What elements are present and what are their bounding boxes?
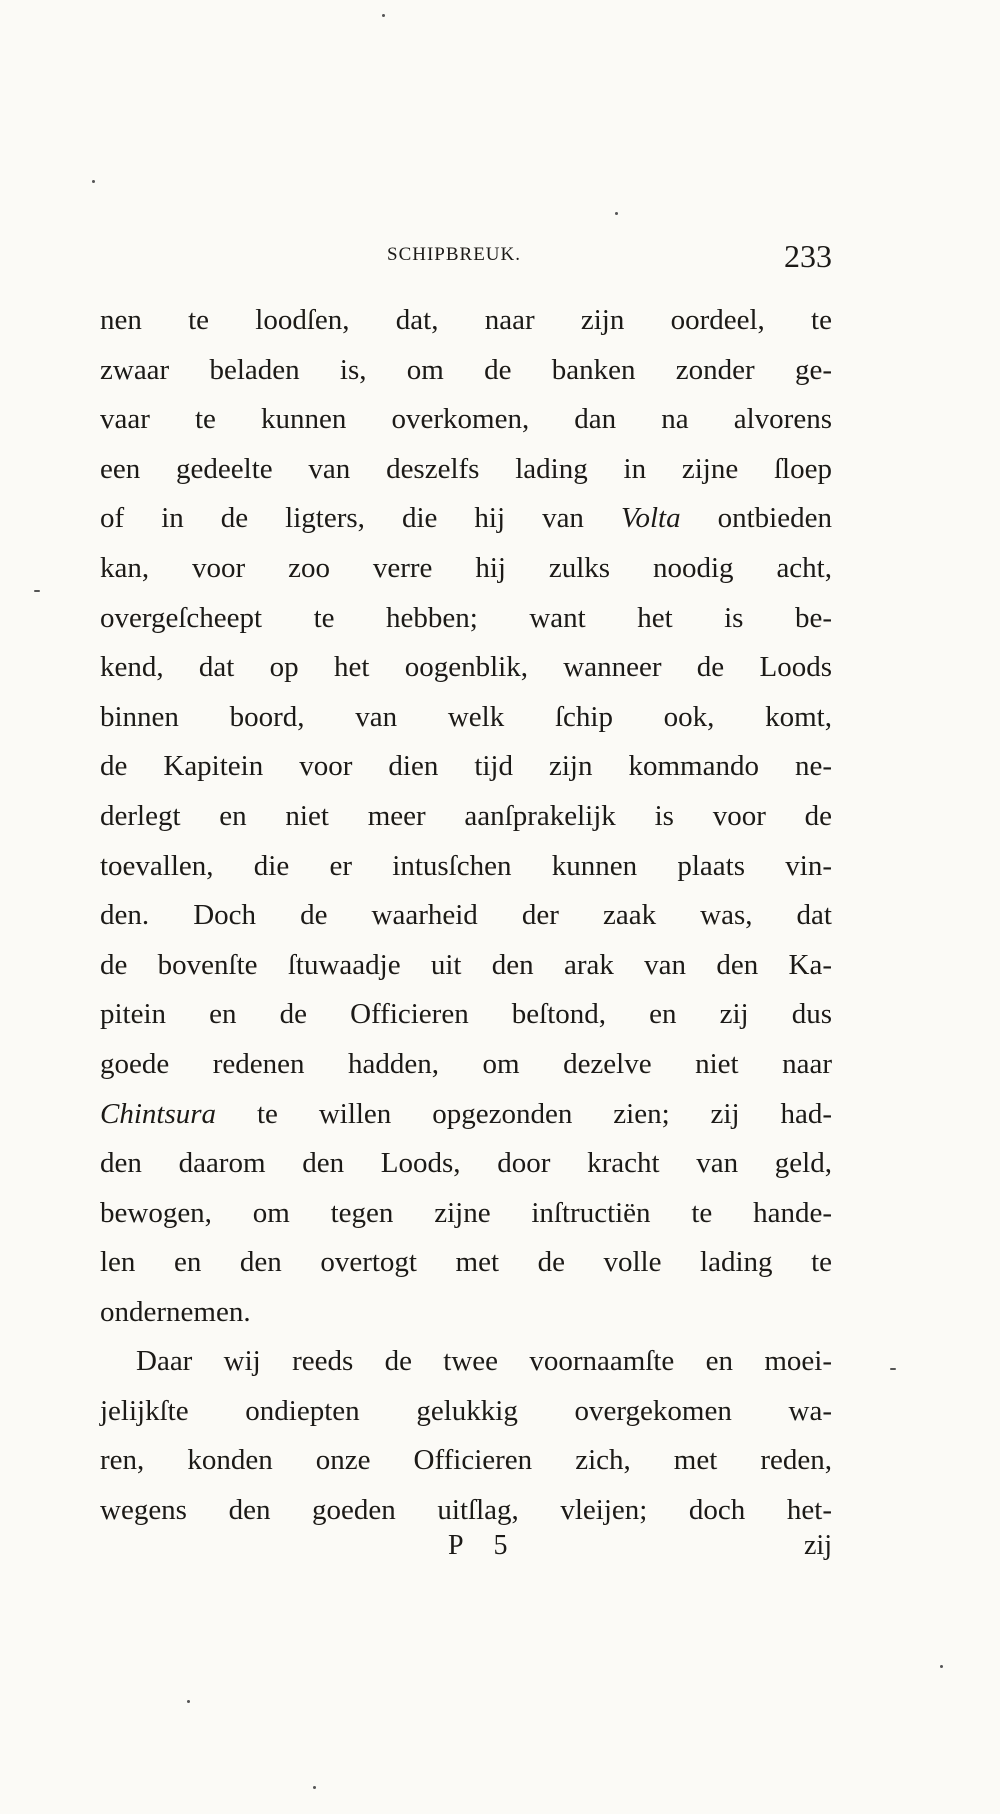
signature-mark: P 5: [448, 1530, 520, 1561]
catchword: zij: [804, 1530, 832, 1561]
page-number: 233: [784, 238, 832, 274]
text-line: vaar te kunnen overkomen, dan na alvorens: [100, 403, 832, 436]
page-footer: [100, 1530, 832, 1570]
text-line: een gedeelte van deszelfs lading in zijne ſloep: [100, 452, 832, 485]
text-line: toevallen, die er intusſchen kunnen plaats vin-: [100, 849, 832, 882]
paragraph-1: [100, 296, 832, 1337]
paper-speck: [34, 590, 40, 592]
text-line: de bovenſte ſtuwaadje uit den arak van den Ka-: [100, 948, 832, 981]
text-line: nen te loodſen, dat, naar zijn oordeel, te: [100, 304, 832, 336]
text-line: ondernemen.: [100, 1295, 251, 1328]
text-line: de Kapitein voor dien tijd zijn kommando ne-: [100, 750, 832, 783]
paper-speck: [313, 1786, 316, 1789]
paper-speck: [92, 180, 95, 183]
text-line: ren, konden onze Officieren zich, met reden,: [100, 1444, 832, 1477]
text-line: binnen boord, van welk ſchip ook, komt,: [100, 700, 832, 733]
text-line: len en den overtogt met de volle lading te: [100, 1246, 832, 1279]
running-title: SCHIPBREUK.: [387, 244, 521, 265]
text-line: Daar wij reeds de twee voornaamſte en moei-: [136, 1345, 832, 1377]
paper-speck: [615, 212, 618, 215]
text-line: of in de ligters, die hij van Volta ontbieden: [100, 502, 832, 535]
text-line: kan, voor zoo verre hij zulks noodig acht,: [100, 551, 832, 584]
text-line: Chintsura te willen opgezonden zien; zij had-: [100, 1097, 832, 1130]
text-line: den daarom den Loods, door kracht van geld,: [100, 1147, 832, 1180]
text-line: pitein en de Officieren beſtond, en zij dus: [100, 998, 832, 1031]
paper-speck: [940, 1665, 943, 1668]
text-line: wegens den goeden uitſlag, vleijen; doch het-: [100, 1493, 832, 1526]
text-line: den. Doch de waarheid der zaak was, dat: [100, 899, 832, 932]
paper-speck: [890, 1368, 896, 1370]
text-line: goede redenen hadden, om dezelve niet naar: [100, 1047, 832, 1080]
text-line: derlegt en niet meer aanſprakelijk is voor de: [100, 799, 832, 832]
text-line: zwaar beladen is, om de banken zonder ge-: [100, 353, 832, 386]
paragraph-2: [100, 1337, 832, 1535]
text-line: jelijkſte ondiepten gelukkig overgekomen wa-: [100, 1394, 832, 1427]
paper-speck: [382, 14, 385, 17]
text-line: kend, dat op het oogenblik, wanneer de Loods: [100, 651, 832, 684]
running-head: [100, 238, 832, 282]
text-line: bewogen, om tegen zijne inſtructiën te hande-: [100, 1196, 832, 1229]
text-line: overgeſcheept te hebben; want het is be-: [100, 601, 832, 634]
paper-speck: [187, 1700, 190, 1703]
